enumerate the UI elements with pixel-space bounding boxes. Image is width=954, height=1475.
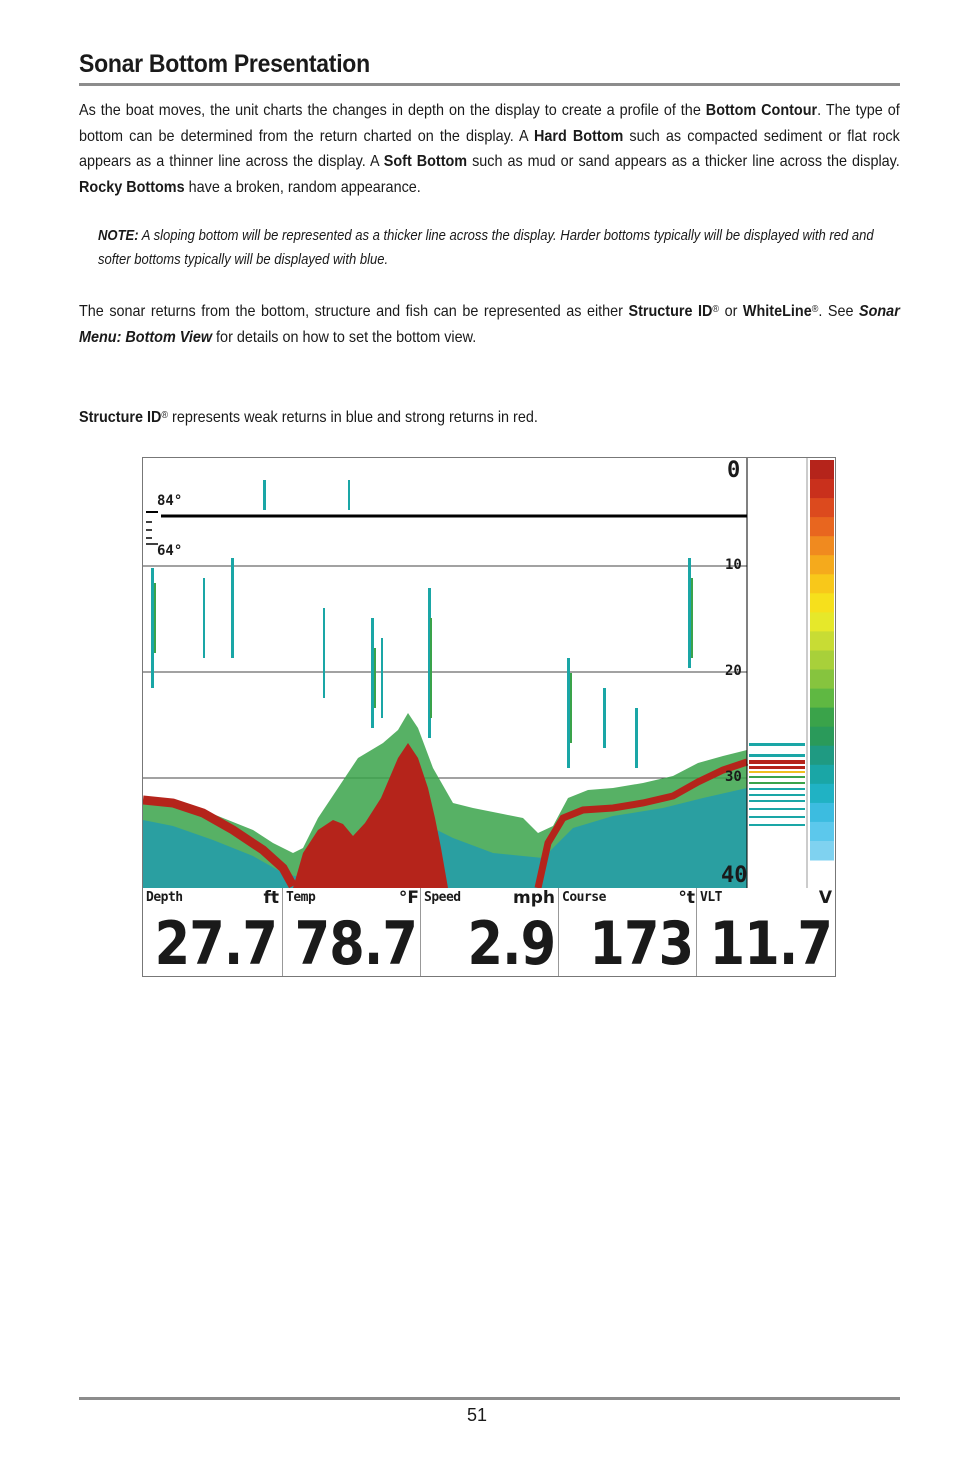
term-structure-id: Structure ID	[628, 303, 713, 320]
readout-label: Depth	[146, 890, 183, 905]
term-rocky-bottoms: Rocky Bottoms	[79, 178, 185, 196]
color-scale-band	[810, 727, 834, 747]
sonar-screen-image	[142, 457, 836, 977]
water-column-returns	[151, 480, 691, 768]
term-structure-id: Structure ID	[79, 409, 162, 426]
readout-speed	[420, 888, 559, 976]
readout-unit: ft	[263, 888, 279, 908]
color-scale-band	[810, 574, 834, 594]
readout-course	[558, 888, 697, 976]
note-text: A sloping bottom will be represented as a thicker line across the display. Harder bottoms typically will be displayed with red and softer bottoms typically will be displayed with blue.	[98, 228, 874, 268]
text-run: such as compacted sediment or flat rock appears as a thinner line across the display. A	[79, 127, 900, 170]
readout-value: 173	[589, 909, 693, 977]
text-run: have a broken, random appearance.	[184, 178, 421, 196]
depth-scale-label: 20	[725, 663, 742, 679]
color-scale-band	[810, 746, 834, 766]
color-scale	[810, 460, 834, 861]
readout-depth	[143, 888, 281, 976]
digital-readouts	[143, 888, 835, 976]
depth-scale-label: 30	[725, 769, 742, 785]
note-paragraph	[98, 224, 898, 272]
color-scale-band	[810, 631, 834, 651]
depth-scale-label: 40	[721, 863, 748, 888]
color-scale-band	[810, 670, 834, 690]
color-scale-band	[810, 708, 834, 728]
page-number: 51	[466, 1405, 488, 1425]
structure-id-paragraph	[79, 405, 900, 431]
term-whiteline: WhiteLine	[742, 303, 812, 320]
color-scale-band	[810, 822, 834, 842]
registered-mark: ®	[811, 304, 819, 315]
temp-label-top: 84°	[157, 493, 183, 509]
temp-label-bottom: 64°	[157, 543, 183, 559]
color-scale-band	[810, 555, 834, 575]
text-run: or	[719, 303, 743, 320]
depth-scale-label: 0	[727, 458, 741, 483]
color-scale-band	[810, 803, 834, 823]
returns-paragraph	[79, 299, 900, 350]
readout-unit: V	[818, 888, 832, 908]
readout-label: Speed	[424, 890, 461, 905]
readout-value: 27.7	[154, 909, 277, 977]
term-hard-bottom: Hard Bottom	[533, 127, 624, 145]
text-run: The sonar returns from the bottom, structure and fish can be represented as either	[79, 303, 629, 320]
readout-value: 2.9	[467, 909, 555, 977]
readout-label: VLT	[700, 890, 722, 905]
zoom-column	[749, 743, 805, 826]
color-scale-band	[810, 784, 834, 804]
color-scale-band	[810, 651, 834, 671]
readout-unit: °F	[398, 888, 419, 908]
readout-unit: mph	[513, 888, 555, 908]
registered-mark: ®	[161, 410, 169, 421]
term-soft-bottom: Soft Bottom	[383, 153, 468, 170]
text-run: represents weak returns in blue and strong returns in red.	[168, 409, 538, 426]
color-scale-band	[810, 460, 834, 480]
readout-temp	[282, 888, 421, 976]
color-scale-band	[810, 517, 834, 537]
menu-reference: Sonar Menu: Bottom View	[79, 303, 900, 346]
color-scale-band	[810, 765, 834, 785]
readout-label: Course	[562, 890, 606, 905]
intro-paragraph	[79, 98, 900, 200]
text-run: such as mud or sand appears as a thicker line across the display.	[467, 153, 900, 170]
color-scale-band	[810, 479, 834, 499]
color-scale-band	[810, 498, 834, 517]
text-run: . The type of bottom can be determined from the return charted on the display. A	[79, 102, 900, 145]
readout-unit: °t	[678, 888, 695, 908]
color-scale-band	[810, 593, 834, 613]
text-run: As the boat moves, the unit charts the changes in depth on the display to create a profile of the	[79, 102, 706, 119]
depth-scale-label: 10	[725, 557, 742, 573]
readout-voltage	[696, 888, 836, 976]
readout-value: 78.7	[294, 909, 417, 977]
color-scale-band	[810, 536, 834, 556]
text-run: . See	[818, 303, 859, 320]
readout-value: 11.7	[709, 909, 832, 977]
note-label: NOTE:	[98, 228, 139, 244]
term-bottom-contour: Bottom Contour	[705, 102, 818, 119]
color-scale-band	[810, 612, 834, 632]
color-scale-band	[810, 689, 834, 709]
fish-arches	[154, 578, 693, 743]
title-divider	[79, 83, 900, 86]
text-run: for details on how to set the bottom view.	[212, 328, 477, 346]
color-scale-band	[810, 841, 834, 861]
readout-label: Temp	[286, 890, 316, 905]
registered-mark: ®	[712, 304, 720, 315]
page-title: Sonar Bottom Presentation	[79, 50, 370, 78]
footer-divider	[79, 1397, 900, 1400]
